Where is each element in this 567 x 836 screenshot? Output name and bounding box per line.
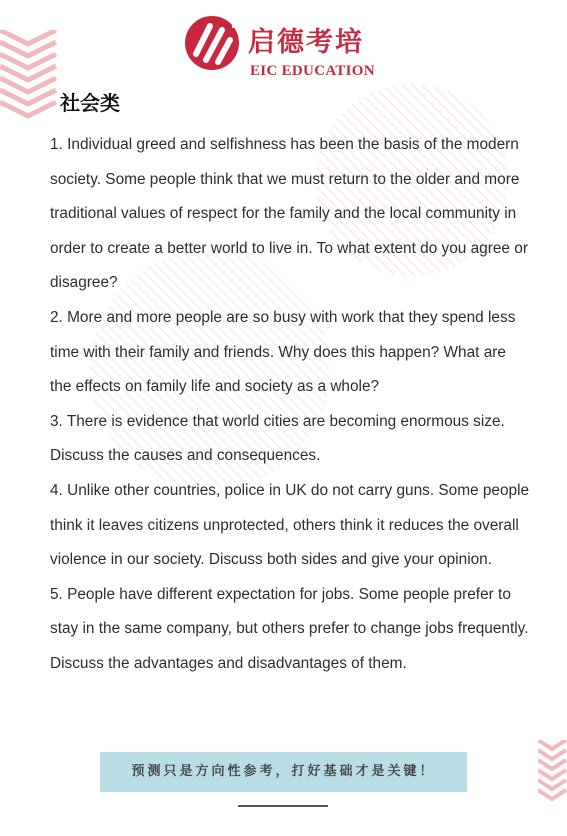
topic-list	[50, 128, 530, 682]
header	[0, 12, 567, 79]
topic-item-3: 3. There is evidence that world cities are becoming enormous size. Discuss the causes and consequences.	[50, 412, 505, 465]
topic-item-2: 2. More and more people are so busy with work that they spend less time with their family and friends. Why does this happen? What are the effects on family life and society as a whole?	[50, 308, 516, 396]
topic-item-5: 5. People have different expectation for jobs. Some people prefer to stay in the same company, but others prefer to change jobs frequently. Discuss the advantages and disadvantages of them.	[50, 585, 529, 672]
topic-item-1: 1. Individual greed and selfishness has been the basis of the modern society. Some people think that we must return to the older and more traditional values of respect for the family and the local community in order to create a better world to live in. To what extent do you agree or disagree?	[50, 136, 528, 292]
footer-note: 预测只是方向性参考，打好基础才是关键！	[131, 764, 436, 779]
section-title: 社会类	[60, 91, 120, 115]
brand-name-chinese: 启德考培	[248, 27, 364, 58]
footer-banner	[100, 752, 467, 792]
chevron-decoration-bottom-right	[538, 740, 567, 804]
footer-divider	[238, 805, 328, 807]
eic-logo-icon	[182, 14, 242, 72]
topic-item-4: 4. Unlike other countries, police in UK do not carry guns. Some people think it leaves citizens unprotected, others think it reduces the overall violence in our society. Discuss both sides and give your opinion.	[50, 481, 530, 569]
brand-name-english: EIC EDUCATION	[250, 63, 375, 79]
